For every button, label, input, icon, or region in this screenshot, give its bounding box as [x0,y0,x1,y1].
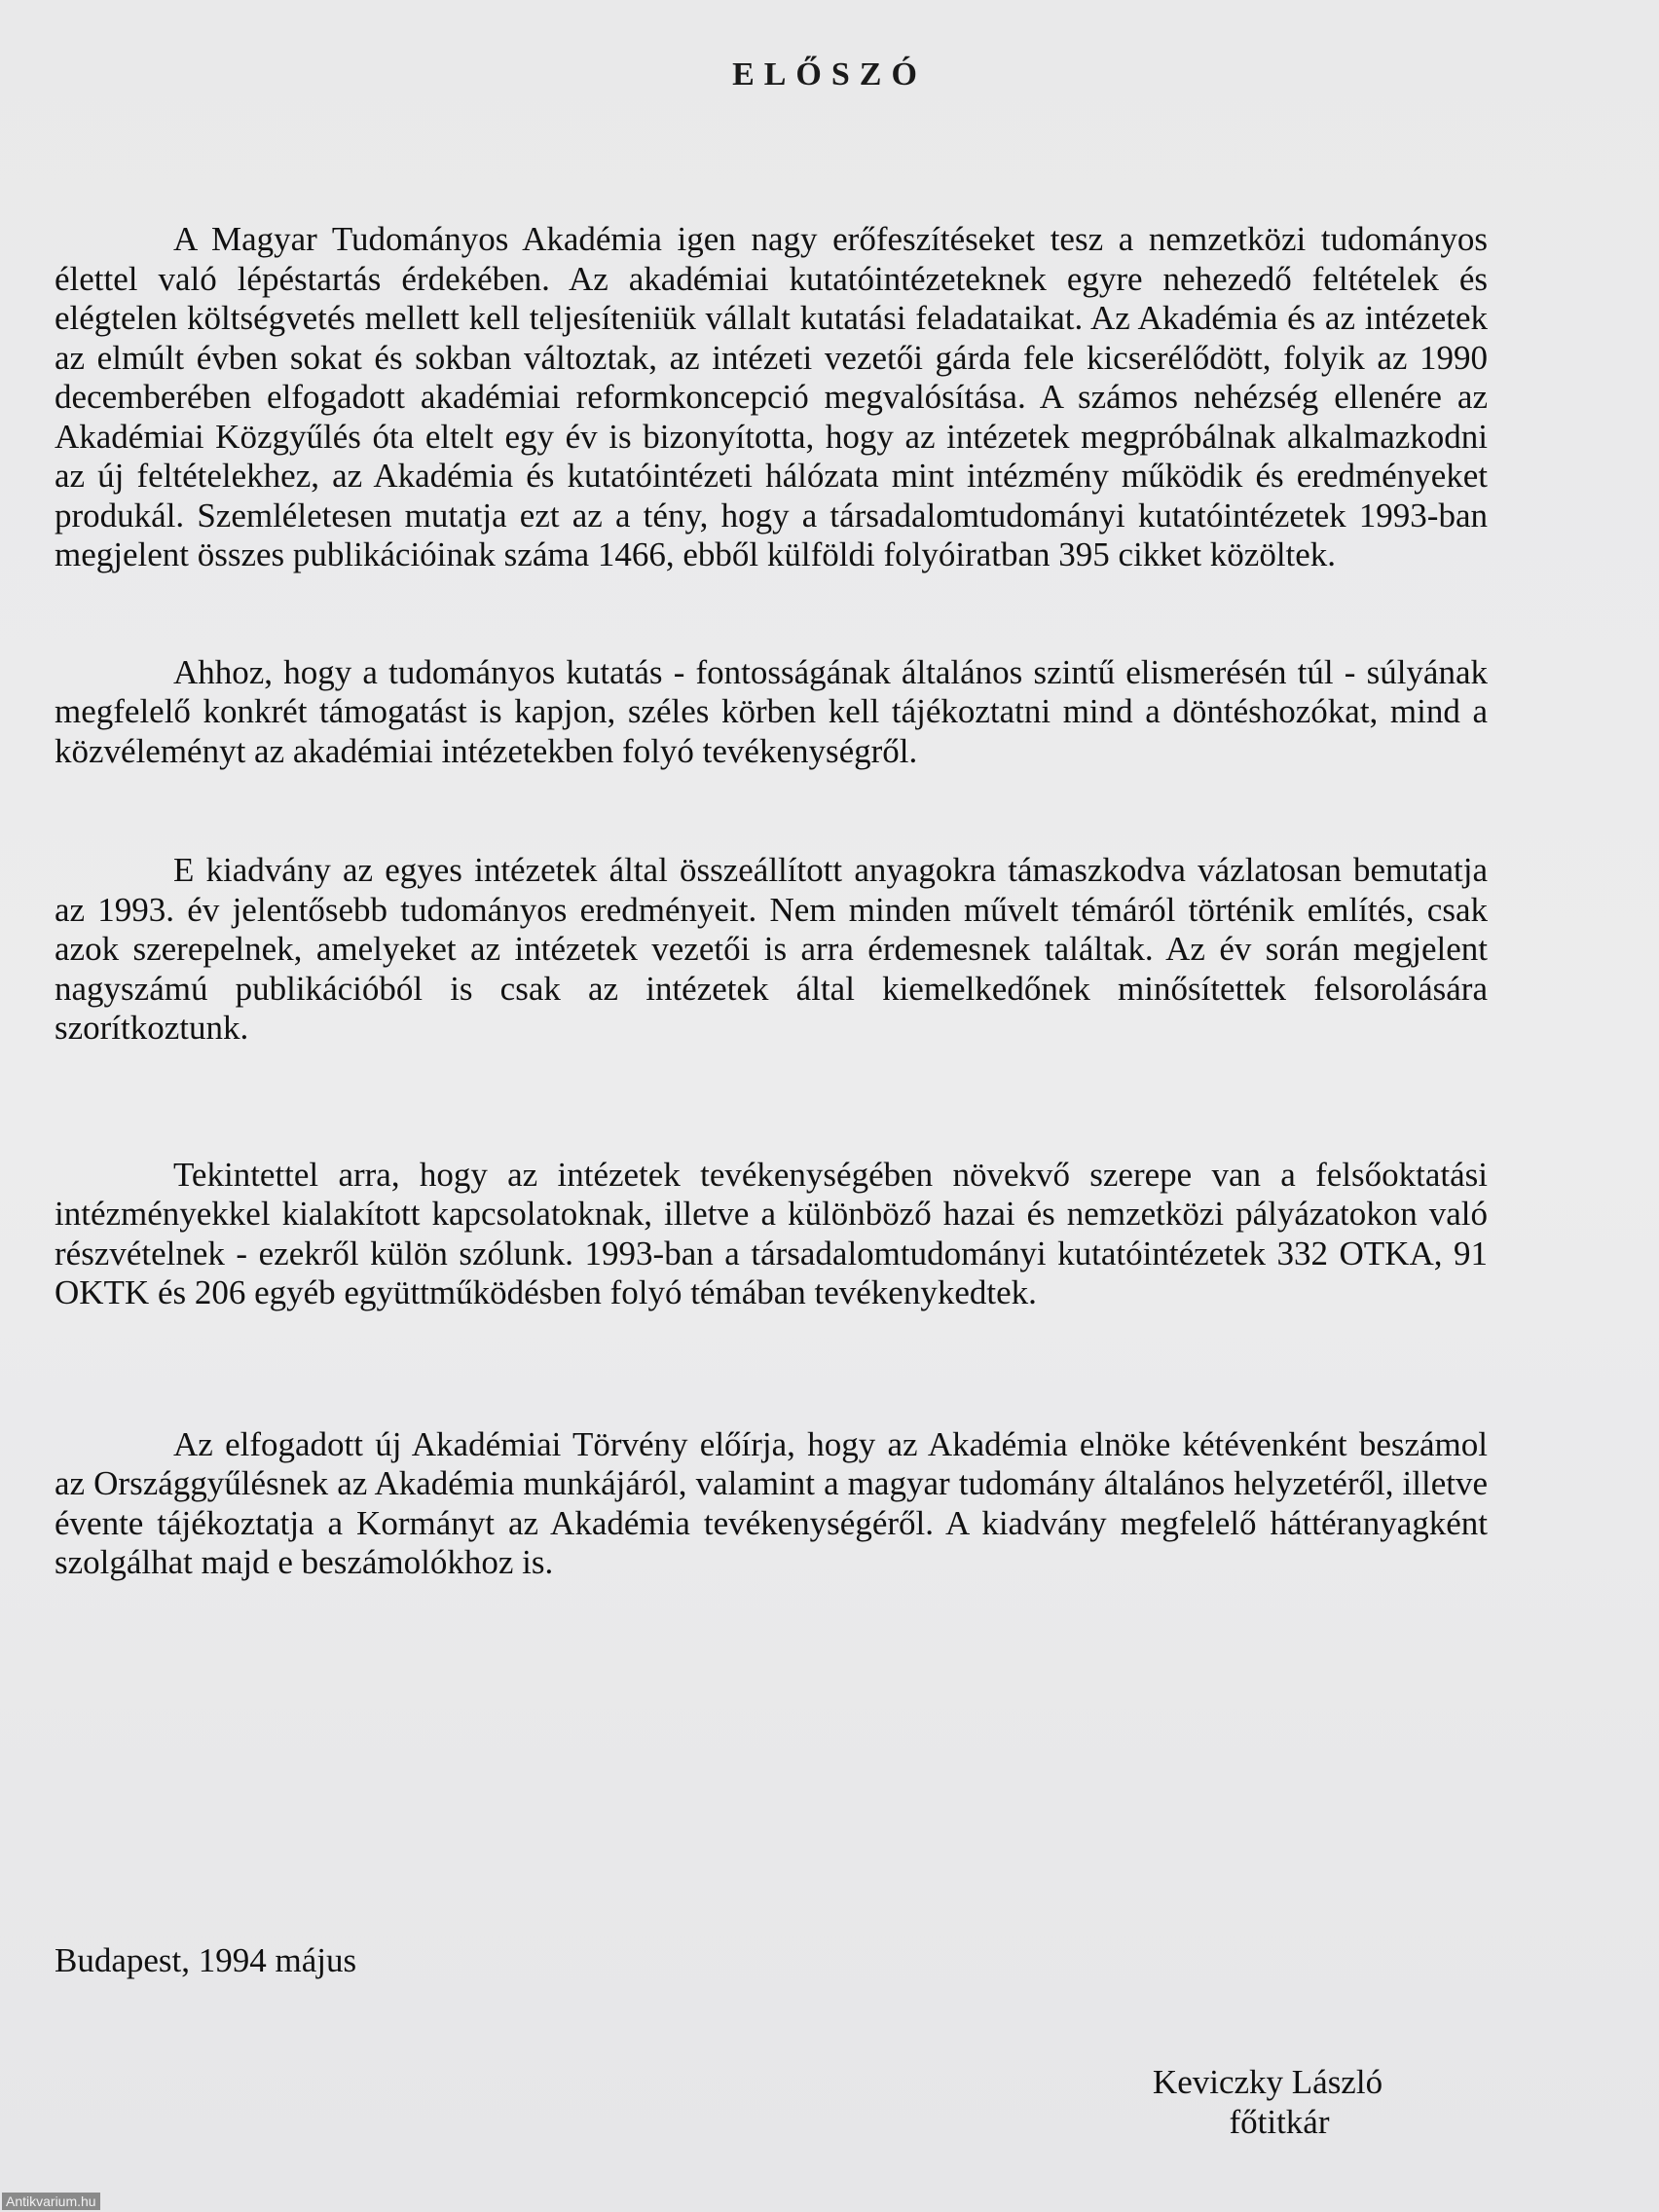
paragraph-4: Tekintettel arra, hogy az intézetek tevékenységében növekvő szerepe van a felsőoktatási intézményekkel kialakított kapcsolatoknak, illetve a különböző hazai és nemzetközi pályázatokon való részvételnek - ezekről külön szólunk. 1993-ban a társadalomtudományi kutatóintézetek 332 OTKA, 91 OKTK és 206 egyéb együttműködésben folyó témában tevékenykedtek. [55,1155,1488,1311]
watermark: Antikvarium.hu [2,2193,100,2210]
signature-block [1122,2062,1414,2142]
paragraph-2: Ahhoz, hogy a tudományos kutatás - fontosságának általános szintű elismerésén túl - súlyának megfelelő konkrét támogatást is kapjon, széles körben kell tájékoztatni mind a döntéshozókat, mind a közvéleményt az akadémiai intézetekben folyó tevékenységről. [55,652,1488,770]
paragraph-3: E kiadvány az egyes intézetek által összeállított anyagokra támaszkodva vázlatosan bemutatja az 1993. év jelentősebb tudományos eredményeit. Nem minden művelt témáról történik említés, csak azok szerepelnek, amelyeket az intézetek vezetői is arra érdemesnek találtak. Az év során megjelent nagyszámú publikációból is csak az intézetek által kiemelkedőnek minősítettek felsorolására szorítkoztunk. [55,851,1488,1047]
paragraph-5: Az elfogadott új Akadémiai Törvény előírja, hogy az Akadémia elnöke kétévenként beszámol az Országgyűlésnek az Akadémia munkájáról, valamint a magyar tudomány általános helyzetéről, illetve évente tájékoztatja a Kormányt az Akadémia tevékenységéről. A kiadvány megfelelő háttéranyagként szolgálhat majd e beszámolókhoz is. [55,1424,1488,1581]
document-body [55,220,1488,1583]
page-title: ELŐSZÓ [732,56,927,92]
signature-role: főtitkár [1229,2103,1330,2141]
place-date: Budapest, 1994 május [55,1941,357,1979]
signature-name: Keviczky László [1152,2063,1383,2101]
paragraph-1: A Magyar Tudományos Akadémia igen nagy erőfeszítéseket tesz a nemzetközi tudományos élettel való lépéstartás érdekében. Az akadémiai kutatóintézeteknek egyre nehezedő feltételek és elégtelen költségvetés mellett kell teljesíteniük vállalt kutatási feladataikat. Az Akadémia és az intézetek az elmúlt évben sokat és sokban változtak, az intézeti vezetői gárda fele kicserélődött, folyik az 1990 decemberében elfogadott akadémiai reformkoncepció megvalósítása. A számos nehézség ellenére az Akadémiai Közgyűlés óta eltelt egy év is bizonyította, hogy az intézetek megpróbálnak alkalmazkodni az új feltételekhez, az Akadémia és kutatóintézeti hálózata mint intézmény működik és eredményeket produkál. Szemléletesen mutatja ezt az a tény, hogy a társadalomtudományi kutatóintézetek 1993-ban megjelent összes publikációinak száma 1466, ebből külföldi folyóiratban 395 cikket közöltek. [55,220,1488,573]
